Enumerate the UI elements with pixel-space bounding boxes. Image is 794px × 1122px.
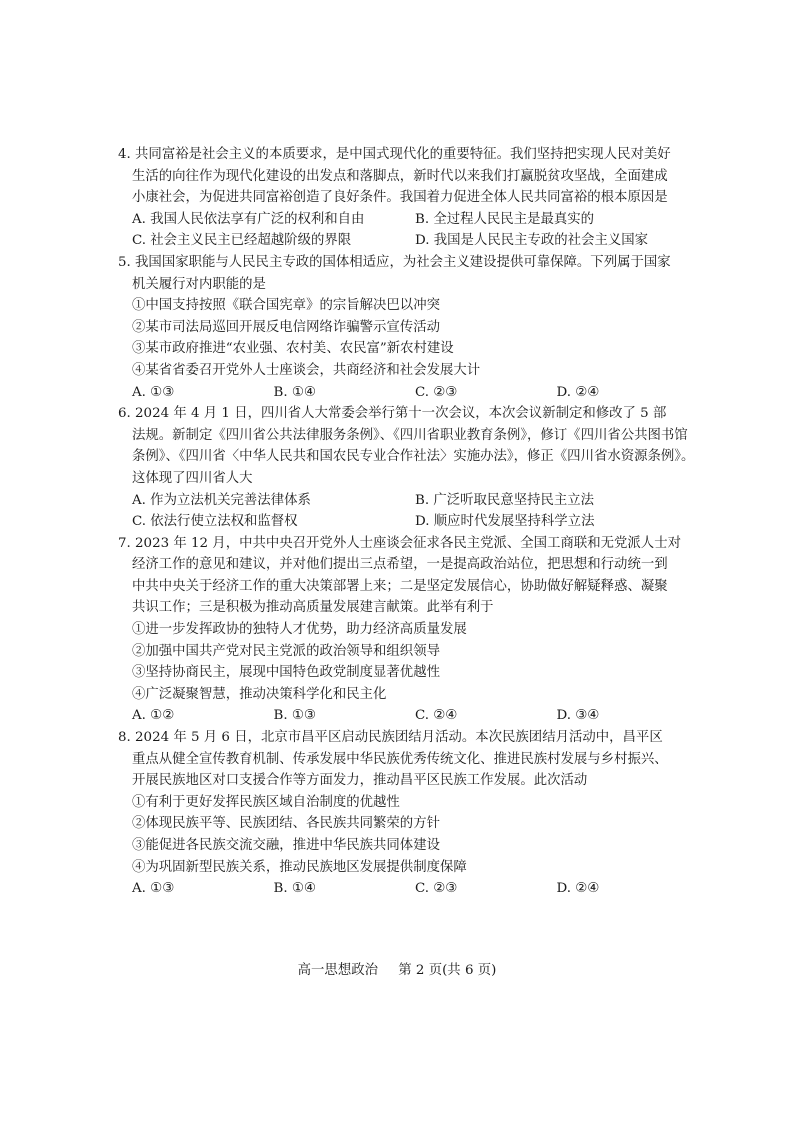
question-5-statement-2: ②某市司法局巡回开展反电信网络诈骗警示宣传活动 xyxy=(132,319,440,335)
question-7-line-4: 共识工作；三是积极为推动高质量发展建言献策。此举有利于 xyxy=(132,600,494,616)
question-list xyxy=(118,144,698,900)
question-8-option-b: B. ①④ xyxy=(273,881,316,897)
question-4-option-a: A. 我国人民依法享有广泛的权利和自由 xyxy=(132,211,365,227)
question-7-statement-1: ①进一步发挥政协的独特人才优势，助力经济高质量发展 xyxy=(132,622,467,638)
question-6 xyxy=(118,403,698,533)
question-7-option-a: A. ①② xyxy=(132,708,175,724)
question-7-option-c: C. ②④ xyxy=(415,708,458,724)
question-5-statement-4: ④某省省委召开党外人士座谈会，共商经济和社会发展大计 xyxy=(132,362,481,378)
question-8-statement-1: ①有利于更好发挥民族区域自治制度的优越性 xyxy=(132,794,400,810)
question-7-line-3: 中共中央关于经济工作的重大决策部署上来；二是坚定发展信心，协助做好解疑释惑、凝聚 xyxy=(132,578,668,594)
question-8 xyxy=(118,727,698,900)
question-6-line-1: 6. 2024 年 4 月 1 日，四川省人大常委会举行第十一次会议，本次会议新制定和修改了 5 部 xyxy=(118,406,667,422)
question-6-option-d: D. 顺应时代发展坚持科学立法 xyxy=(415,514,595,530)
question-5-line-1: 5. 我国国家职能与人民民主专政的国体相适应，为社会主义建设提供可靠保障。下列属于国家 xyxy=(118,254,671,270)
question-6-line-4: 这体现了四川省人大 xyxy=(132,470,253,486)
question-5-statement-1: ①中国支持按照《联合国宪章》的宗旨解决巴以冲突 xyxy=(132,298,440,314)
question-4-option-c: C. 社会主义民主已经超越阶级的界限 xyxy=(132,233,352,249)
question-6-option-a: A. 作为立法机关完善法律体系 xyxy=(132,492,311,508)
question-8-line-1: 8. 2024 年 5 月 6 日，北京市昌平区启动民族团结月活动。本次民族团结月活动中，昌平区 xyxy=(118,730,663,746)
question-4-option-b: B. 全过程人民民主是最真实的 xyxy=(415,211,595,227)
question-7-option-d: D. ③④ xyxy=(556,708,600,724)
footer-subject: 高一思想政治 xyxy=(297,963,378,978)
question-7-line-1: 7. 2023 年 12 月，中共中央召开党外人士座谈会征求各民主党派、全国工商联和无党派人士对 xyxy=(118,535,681,551)
question-7-statement-2: ②加强中国共产党对民主党派的政治领导和组织领导 xyxy=(132,643,440,659)
question-4-option-d: D. 我国是人民民主专政的社会主义国家 xyxy=(415,233,649,249)
question-8-line-3: 开展民族地区对口支援合作等方面发力，推动昌平区民族工作发展。此次活动 xyxy=(132,773,588,789)
question-4-line-2: 生活的向往作为现代化建设的出发点和落脚点，新时代以来我们打赢脱贫攻坚战，全面建成 xyxy=(132,168,668,184)
question-6-line-2: 法规。新制定《四川省公共法律服务条例》、《四川省职业教育条例》，修订《四川省公共图书馆 xyxy=(132,427,688,443)
question-6-option-b: B. 广泛听取民意坚持民主立法 xyxy=(415,492,595,508)
question-7-line-2: 经济工作的意见和建议，并对他们提出三点希望，一是提高政治站位，把思想和行动统一到 xyxy=(132,557,668,573)
question-7-option-b: B. ①③ xyxy=(273,708,316,724)
question-4 xyxy=(118,144,698,252)
question-7-options xyxy=(118,705,698,727)
question-5-option-c: C. ②③ xyxy=(415,384,458,400)
question-5-statement-3: ③某市政府推进“农业强、农村美、农民富”新农村建设 xyxy=(132,341,454,357)
question-4-options-row-2 xyxy=(118,230,698,252)
question-8-options xyxy=(118,878,698,900)
question-8-option-c: C. ②③ xyxy=(415,881,458,897)
page-footer xyxy=(0,960,794,982)
question-4-line-3: 小康社会，为促进共同富裕创造了良好条件。我国着力促进全体人民共同富裕的根本原因是 xyxy=(132,190,668,206)
question-8-line-2: 重点从健全宣传教育机制、传承发展中华民族优秀传统文化、推进民族村发展与乡村振兴、 xyxy=(132,751,668,767)
question-6-option-c: C. 依法行使立法权和监督权 xyxy=(132,514,298,530)
question-8-option-d: D. ②④ xyxy=(556,881,600,897)
question-6-options-row-2 xyxy=(118,511,698,533)
question-6-options-row-1 xyxy=(118,490,698,512)
question-5-option-a: A. ①③ xyxy=(132,384,175,400)
question-4-line-1: 4. 共同富裕是社会主义的本质要求，是中国式现代化的重要特征。我们坚持把实现人民对美好 xyxy=(118,147,671,162)
question-5 xyxy=(118,252,698,403)
question-5-line-2: 机关履行对内职能的是 xyxy=(132,276,266,292)
footer-page-number: 第 2 页(共 6 页) xyxy=(398,963,497,978)
question-8-statement-2: ②体现民族平等、民族团结、各民族共同繁荣的方针 xyxy=(132,816,440,832)
question-5-option-b: B. ①④ xyxy=(273,384,316,400)
question-7-statement-3: ③坚持协商民主，展现中国特色政党制度显著优越性 xyxy=(132,665,440,681)
question-5-option-d: D. ②④ xyxy=(556,384,600,400)
question-8-statement-4: ④为巩固新型民族关系，推动民族地区发展提供制度保障 xyxy=(132,859,467,875)
question-8-statement-3: ③能促进各民族交流交融，推进中华民族共同体建设 xyxy=(132,838,440,853)
question-7 xyxy=(118,533,698,727)
question-6-line-3: 条例》、《四川省〈中华人民共和国农民专业合作社法〉实施办法》，修正《四川省水资源条例》。 xyxy=(132,449,695,465)
question-4-options-row-1 xyxy=(118,209,698,231)
question-7-statement-4: ④广泛凝聚智慧，推动决策科学化和民主化 xyxy=(132,686,387,702)
question-8-option-a: A. ①③ xyxy=(132,881,175,897)
question-5-options xyxy=(118,382,698,404)
